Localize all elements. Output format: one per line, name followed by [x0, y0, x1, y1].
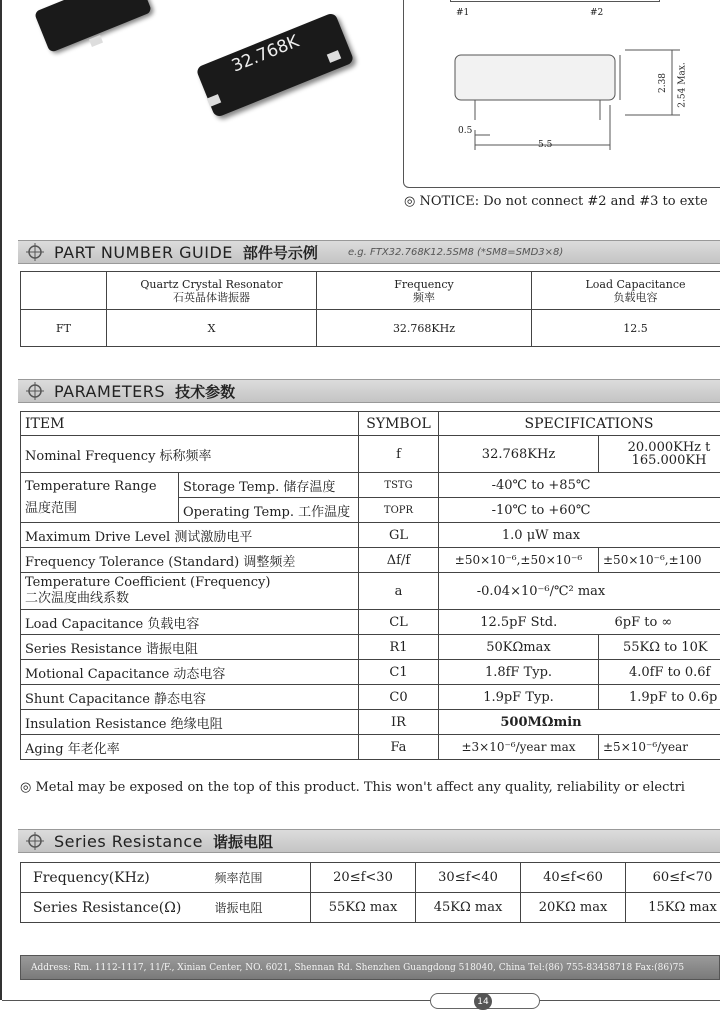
dim-width: 5.5	[538, 140, 553, 150]
table-cell: Motional Capacitance 动态电容	[21, 660, 359, 685]
parameters-header	[18, 379, 720, 403]
table-cell: 55KΩ to 10K	[599, 635, 720, 660]
table-cell: ±5×10⁻⁶/year	[599, 735, 720, 760]
col-label-cn: 石英晶体谐振器	[173, 290, 250, 304]
table-cell: CL	[359, 610, 439, 635]
section-title: PART NUMBER GUIDE	[54, 242, 233, 262]
table-cell: ±50×10⁻⁶,±100	[599, 548, 720, 573]
pin-2-label: #2	[590, 8, 604, 18]
table-cell: IR	[359, 710, 439, 735]
part-guide-table	[20, 271, 720, 347]
table-cell: Temperature Range	[25, 478, 157, 494]
table-cell: 60≤f<70	[626, 863, 720, 893]
page-number: 14	[474, 993, 492, 1010]
table-cell: Maximum Drive Level 测试激励电平	[21, 523, 359, 548]
table-cell: Insulation Resistance 绝缘电阻	[21, 710, 359, 735]
metal-note: ◎ Metal may be exposed on the top of this product. This won't affect any quality, reliability or electri	[20, 780, 685, 795]
parameters-table	[20, 411, 720, 760]
table-cell: 1.9pF Typ.	[439, 685, 599, 710]
table-cell: 6pF to ∞	[599, 610, 720, 635]
crosshair-icon	[22, 241, 48, 263]
table-cell: Fa	[359, 735, 439, 760]
table-cell: Δf/f	[359, 548, 439, 573]
col-label-cn: 频率	[413, 290, 435, 304]
table-cell: Series Resistance 谐振电阻	[21, 635, 359, 660]
table-cell: 40≤f<60	[521, 863, 626, 893]
table-cell: 20KΩ max	[521, 893, 626, 923]
table-cell: 45KΩ max	[416, 893, 521, 923]
table-header: SPECIFICATIONS	[439, 412, 720, 436]
table-cell: R1	[359, 635, 439, 660]
table-cell: 32.768KHz	[317, 310, 532, 347]
address-text: Address: Rm. 1112-1117, 11/F., Xinian Center, NO. 6021, Shennan Rd. Shenzhen Guangdong 518040, China Tel:(86) 755-83458718 Fax:(86)75	[31, 962, 685, 973]
crosshair-icon	[22, 380, 48, 402]
table-header: SYMBOL	[359, 412, 439, 436]
col-label: Quartz Crystal Resonator	[140, 277, 283, 291]
table-cell: TSTG	[359, 473, 439, 498]
table-cell: 1.8fF Typ.	[439, 660, 599, 685]
dim-height-max: 2.54 Max.	[677, 62, 688, 108]
table-cell: 20.000KHz t	[627, 440, 711, 455]
table-cell: Storage Temp. 储存温度	[179, 473, 359, 498]
table-cell: GL	[359, 523, 439, 548]
footer-rule	[2, 1000, 720, 1001]
address-bar	[20, 955, 720, 980]
table-cell: 165.000KH	[631, 453, 707, 468]
series-resistance-table	[20, 862, 720, 923]
table-cell: 50KΩmax	[439, 635, 599, 660]
table-cell: 温度范围	[25, 500, 78, 516]
table-cell: 频率范围	[211, 863, 311, 893]
table-cell: C1	[359, 660, 439, 685]
dim-pad: 0.5	[458, 126, 473, 136]
table-cell: X	[107, 310, 317, 347]
table-cell: 1.9pF to 0.6p	[599, 685, 720, 710]
table-cell: -0.04×10⁻⁶/℃² max	[439, 573, 720, 610]
table-cell: Frequency(KHz)	[21, 863, 211, 893]
notice-text: ◎ NOTICE: Do not connect #2 and #3 to exte	[404, 194, 708, 209]
col-label: Frequency	[394, 277, 454, 291]
table-cell: 二次温度曲线系数	[25, 591, 130, 606]
crystal-marking: 32.768K	[228, 31, 302, 77]
table-cell: Temperature Coefficient (Frequency)	[25, 575, 271, 590]
table-cell: Operating Temp. 工作温度	[179, 498, 359, 523]
table-cell: Load Capacitance 负载电容	[21, 610, 359, 635]
crosshair-icon	[22, 830, 48, 852]
table-cell: 12.5	[532, 310, 720, 347]
table-cell: 32.768KHz	[439, 436, 599, 473]
table-cell: a	[359, 573, 439, 610]
table-cell: 谐振电阻	[211, 893, 311, 923]
table-cell: 55KΩ max	[311, 893, 416, 923]
section-title-cn: 技术参数	[175, 382, 236, 401]
series-resistance-header	[18, 829, 720, 853]
table-cell: -40℃ to +85℃	[439, 473, 720, 498]
table-cell: Aging 年老化率	[21, 735, 359, 760]
table-cell: ±3×10⁻⁶/year max	[439, 735, 599, 760]
product-image	[0, 0, 400, 140]
section-title: Series Resistance	[54, 831, 204, 851]
table-cell: 12.5pF Std.	[439, 610, 599, 635]
col-label: Load Capacitance	[585, 277, 686, 291]
table-cell: TOPR	[359, 498, 439, 523]
dim-height: 2.38	[658, 72, 669, 94]
table-cell: 500MΩmin	[439, 710, 720, 735]
pin-1-label: #1	[456, 8, 470, 18]
section-title-cn: 部件号示例	[242, 243, 318, 262]
table-cell: FT	[21, 310, 107, 347]
col-label-cn: 负载电容	[613, 290, 658, 304]
table-cell: Shunt Capacitance 静态电容	[21, 685, 359, 710]
section-title: PARAMETERS	[54, 381, 166, 401]
table-cell: C0	[359, 685, 439, 710]
table-cell: Frequency Tolerance (Standard) 调整频差	[21, 548, 359, 573]
side-view-drawing	[440, 45, 690, 165]
table-header: ITEM	[21, 412, 359, 436]
table-cell: 30≤f<40	[416, 863, 521, 893]
table-cell: Series Resistance(Ω)	[21, 893, 211, 923]
table-cell: 1.0 μW max	[439, 523, 720, 548]
table-cell: -10℃ to +60℃	[439, 498, 720, 523]
page-border-left	[0, 0, 2, 1000]
section-title-cn: 谐振电阻	[213, 832, 274, 851]
part-guide-header	[18, 240, 720, 264]
table-cell: 4.0fF to 0.6f	[599, 660, 720, 685]
part-example: e.g. FTX32.768K12.5SM8 (*SM8=SMD3×8)	[347, 246, 564, 258]
table-cell: 20≤f<30	[311, 863, 416, 893]
table-cell: f	[359, 436, 439, 473]
table-cell: ±50×10⁻⁶,±50×10⁻⁶	[439, 548, 599, 573]
table-cell: Nominal Frequency 标称频率	[21, 436, 359, 473]
table-cell: 15KΩ max	[626, 893, 720, 923]
